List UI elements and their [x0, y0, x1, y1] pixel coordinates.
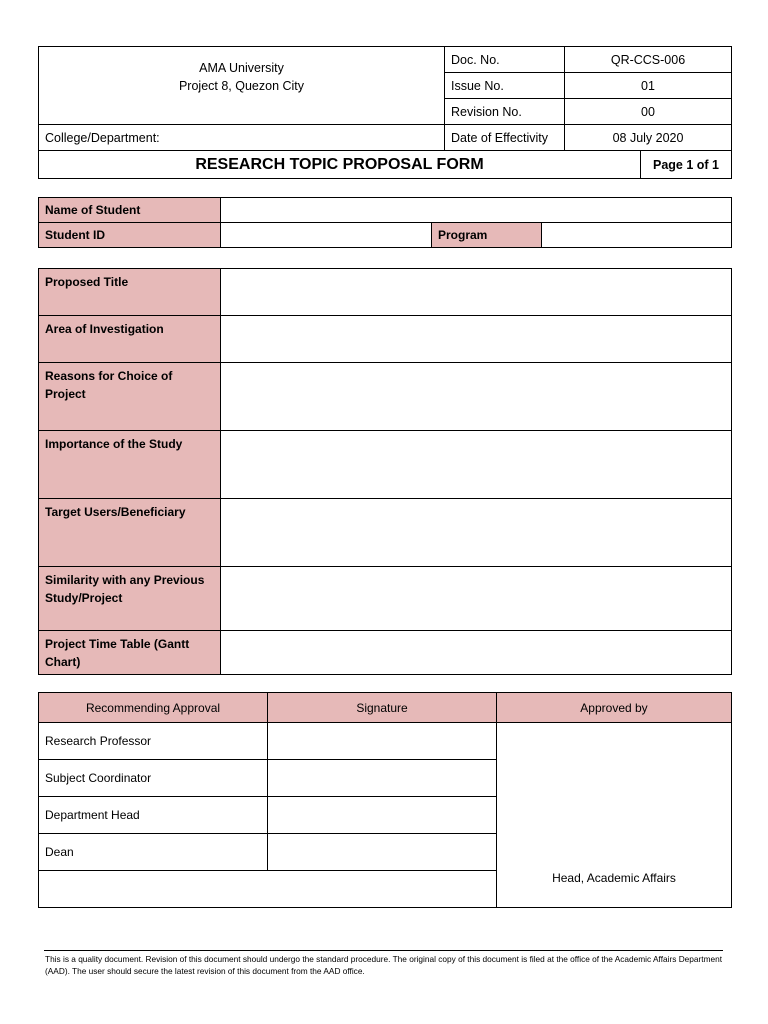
area-of-investigation-label: Area of Investigation — [39, 316, 221, 363]
form-title: RESEARCH TOPIC PROPOSAL FORM — [39, 151, 641, 179]
area-of-investigation-field[interactable] — [221, 316, 732, 363]
role-subject-coordinator: Subject Coordinator — [39, 760, 268, 797]
signature-header: Signature — [268, 693, 497, 723]
issue-no-label: Issue No. — [445, 73, 565, 99]
reasons-for-choice-label: Reasons for Choice of Project — [39, 363, 221, 431]
issue-no-value: 01 — [565, 73, 732, 99]
recommending-approval-header: Recommending Approval — [39, 693, 268, 723]
student-id-label: Student ID — [39, 223, 221, 248]
effectivity-label: Date of Effectivity — [445, 125, 565, 151]
target-users-field[interactable] — [221, 499, 732, 567]
proposal-details-table — [38, 268, 732, 675]
university-name: AMA University — [199, 61, 284, 75]
project-timetable-label: Project Time Table (Gantt Chart) — [39, 631, 221, 675]
signature-field-research-professor[interactable] — [268, 723, 497, 760]
university-block — [39, 47, 445, 125]
student-name-label: Name of Student — [39, 198, 221, 223]
doc-no-label: Doc. No. — [445, 47, 565, 73]
footer-note: This is a quality document. Revision of this document should undergo the standard procedure. The original copy of this document is filed at the office of the Academic Affairs Department (AAD). The user should secure the latest revision of this document from the AAD office. — [45, 954, 723, 976]
college-department-label: College/Department: — [39, 125, 445, 151]
revision-no-label: Revision No. — [445, 99, 565, 125]
doc-no-value: QR-CCS-006 — [565, 47, 732, 73]
program-field[interactable] — [542, 223, 732, 248]
signature-field-department-head[interactable] — [268, 797, 497, 834]
proposed-title-field[interactable] — [221, 269, 732, 316]
footer-divider — [44, 950, 723, 951]
similarity-label: Similarity with any Previous Study/Project — [39, 567, 221, 631]
student-id-field[interactable] — [221, 223, 432, 248]
approval-table — [38, 692, 732, 908]
importance-of-study-label: Importance of the Study — [39, 431, 221, 499]
project-timetable-field[interactable] — [221, 631, 732, 675]
page-number: Page 1 of 1 — [641, 151, 732, 179]
approver-title: Head, Academic Affairs — [552, 871, 676, 885]
revision-no-value: 00 — [565, 99, 732, 125]
student-info-table — [38, 197, 732, 248]
approved-by-cell[interactable] — [497, 723, 732, 908]
student-name-field[interactable] — [221, 198, 732, 223]
proposed-title-label: Proposed Title — [39, 269, 221, 316]
signature-field-dean[interactable] — [268, 834, 497, 871]
university-address: Project 8, Quezon City — [178, 79, 305, 93]
approval-remarks-field[interactable] — [39, 871, 497, 908]
reasons-for-choice-field[interactable] — [221, 363, 732, 431]
effectivity-value: 08 July 2020 — [565, 125, 732, 151]
program-label: Program — [432, 223, 542, 248]
role-dean: Dean — [39, 834, 268, 871]
similarity-field[interactable] — [221, 567, 732, 631]
target-users-label: Target Users/Beneficiary — [39, 499, 221, 567]
importance-of-study-field[interactable] — [221, 431, 732, 499]
role-research-professor: Research Professor — [39, 723, 268, 760]
approved-by-header: Approved by — [497, 693, 732, 723]
signature-field-subject-coordinator[interactable] — [268, 760, 497, 797]
document-header — [38, 46, 732, 179]
role-department-head: Department Head — [39, 797, 268, 834]
